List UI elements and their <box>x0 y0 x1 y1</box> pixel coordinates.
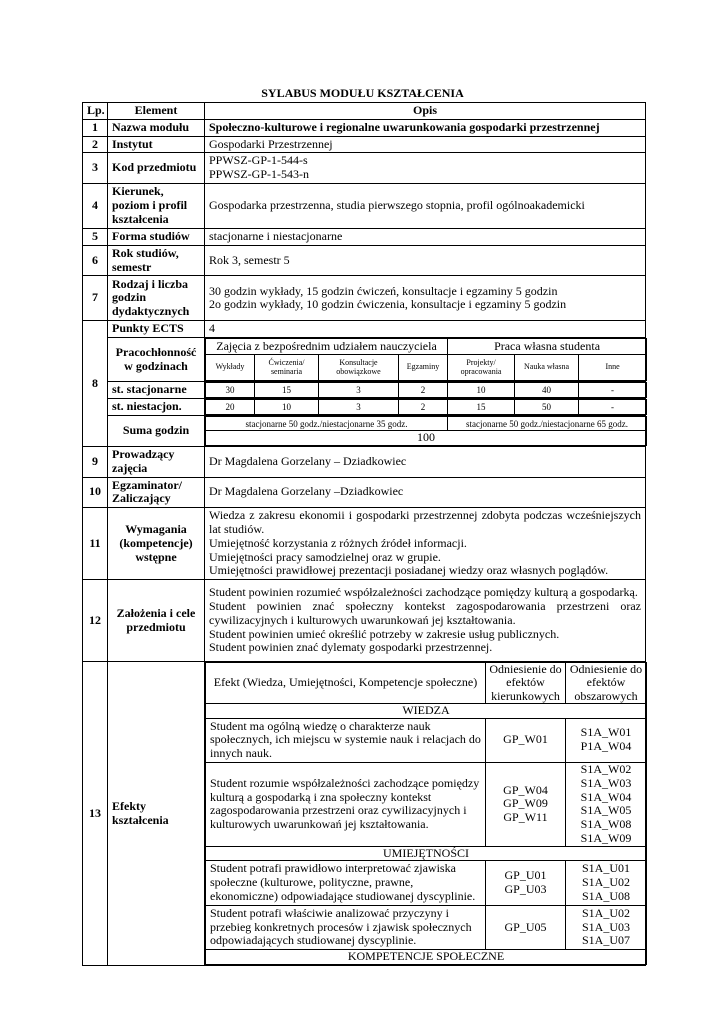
document-title: SYLABUS MODUŁU KSZTAŁCENIA <box>261 86 464 100</box>
row-description: Gospodarka przestrzenna, studia pierwszego stopnia, profil ogólnoakademicki <box>205 183 646 228</box>
hours-value: 2 <box>399 383 448 398</box>
hours-value: 10 <box>448 383 515 398</box>
description-line: 30 godzin wykłady, 15 godzin ćwiczeń, konsultacje i egzaminy 5 godzin <box>209 283 558 298</box>
effects-cell <box>205 662 646 966</box>
hours-value: 2 <box>399 400 448 415</box>
row-description <box>205 153 646 184</box>
effect-text: Student rozumie współzależności zachodzące pomiędzy kulturą a gospodarką i zna społeczny kontekst zagospodarowania przestrzeni oraz cywilizacyjnych i kulturowych uwarunkowań jej kształtowania. <box>206 762 486 846</box>
workload-column: Egzaminy <box>399 355 448 381</box>
row-element: Egzaminator/ Zaliczający <box>108 477 205 508</box>
sum-cell <box>205 416 646 447</box>
effect-obsz <box>566 718 647 762</box>
stac-hours <box>205 382 647 398</box>
description-line: Student powinien umieć określić potrzeby w zakresie usług publicznych. <box>209 626 560 641</box>
header-row <box>83 103 646 120</box>
description-line: Student powinien rozumieć współzależności zachodzące pomiędzy kulturą a gospodarką. <box>209 585 638 600</box>
row-3 <box>83 153 646 184</box>
sum-total: 100 <box>206 431 647 446</box>
row-2 <box>83 136 646 153</box>
header-element: Element <box>108 103 205 120</box>
kier-code: GP_U01 <box>504 868 547 883</box>
effect-kier <box>486 905 566 949</box>
effect-row <box>206 861 647 905</box>
workload-column: Projekty/ opracowania <box>448 355 515 381</box>
effect-kier <box>486 861 566 905</box>
effect-row <box>206 718 647 762</box>
effect-text: Student potrafi prawidłowo interpretować zjawiska społeczne (kulturowe, polityczne, prawne, ekonomiczne) odpowiadające studiowanej dyscyplinie. <box>206 861 486 905</box>
row-9 <box>83 446 646 477</box>
row-description: stacjonarne i niestacjonarne <box>205 228 646 245</box>
section-kompetencje: KOMPETENCJE SPOŁECZNE <box>206 950 647 965</box>
niestac-hours <box>205 399 647 415</box>
hours-value: 10 <box>255 400 319 415</box>
effect-row <box>206 762 647 846</box>
description-line: Wiedza z zakresu ekonomii i gospodarki przestrzennej zdobyta podczas wcześniejszych lat studiów. <box>209 508 641 536</box>
effects-table <box>205 662 647 965</box>
hours-value: 3 <box>319 400 399 415</box>
row-number: 5 <box>83 228 108 245</box>
effects-header: Efekt (Wiedza, Umiejętności, Kompetencje społeczne) <box>206 663 486 704</box>
workload-column: Nauka własna <box>515 355 579 381</box>
obsz-code: S1A_W03 <box>580 775 632 790</box>
sum-table <box>205 416 647 446</box>
workload-column: Konsultacje obowiązkowe <box>319 355 399 381</box>
effect-kier <box>486 718 566 762</box>
sum-self: stacjonarne 50 godz./niestacjonarne 65 godz. <box>448 417 647 431</box>
kier-code: GP_W01 <box>503 732 548 747</box>
group-teacher: Zajęcia z bezpośrednim udziałem nauczyciela <box>206 339 448 355</box>
row-description: Społeczno-kulturowe i regionalne uwarunkowania gospodarki przestrzennej <box>205 119 646 136</box>
obsz-code: S1A_U01 <box>581 861 630 876</box>
row-element: Kod przedmiotu <box>108 153 205 184</box>
description-line: PPWSZ-GP-1-543-n <box>209 167 310 182</box>
description-line: PPWSZ-GP-1-544-s <box>209 153 308 168</box>
row-number: 3 <box>83 153 108 184</box>
effect-row <box>206 905 647 949</box>
hours-value: - <box>579 383 647 398</box>
obsz-code: S1A_W08 <box>580 817 632 832</box>
description-line: Umiejętność korzystania z różnych źródeł informacji. <box>209 535 467 550</box>
row-number: 12 <box>83 580 108 662</box>
row-element: Założenia i cele przedmiotu <box>108 580 205 662</box>
row-description <box>205 580 646 662</box>
hours-value: 20 <box>206 400 255 415</box>
hours-value: 15 <box>255 383 319 398</box>
row-number: 13 <box>83 662 108 966</box>
effect-kier <box>486 762 566 846</box>
obsz-code: S1A_U02 <box>581 875 630 890</box>
hours-value: 15 <box>448 400 515 415</box>
workload-label: Pracochłonność w godzinach <box>108 338 205 382</box>
row-element: Efekty kształcenia <box>108 662 205 966</box>
description-line: Umiejętności prawidłowej prezentacji posiadanej wiedzy oraz własnych poglądów. <box>209 563 609 578</box>
row-description: Rok 3, semestr 5 <box>205 245 646 276</box>
obsz-code: S1A_U02 <box>581 905 630 920</box>
description-line: Student powinien znać dylematy gospodarki przestrzennej. <box>209 640 493 655</box>
obsz-code: P1A_W04 <box>580 739 632 754</box>
row-8-prac <box>83 338 646 382</box>
stac-hours-cell <box>205 382 646 399</box>
row-8-suma <box>83 416 646 447</box>
obsz-code: S1A_U03 <box>581 919 630 934</box>
row-description: Gospodarki Przestrzennej <box>205 136 646 153</box>
row-description: Dr Magdalena Gorzelany – Dziadkowiec <box>205 446 646 477</box>
row-description <box>205 508 646 580</box>
hours-value: 30 <box>206 383 255 398</box>
row-description <box>205 276 646 321</box>
effect-text: Student ma ogólną wiedzę o charakterze nauk społecznych, ich miejscu w systemie nauk i relacjach do innych nauk. <box>206 718 486 762</box>
row-8-stac <box>83 382 646 399</box>
obsz-code: S1A_U07 <box>581 933 630 948</box>
row-5 <box>83 228 646 245</box>
effects-obsz-header: Odniesienie do efektów obszarowych <box>566 663 647 704</box>
section-umiejetnosci: UMIEJĘTNOŚCI <box>206 846 647 861</box>
row-number: 8 <box>83 321 108 447</box>
section-wiedza: WIEDZA <box>206 703 647 718</box>
row-number: 7 <box>83 276 108 321</box>
description-line: Student powinien znać społeczny kontekst zagospodarowania przestrzeni oraz cywilizacyjnych i kulturowych uwarunkowań jej kształtowania. <box>209 598 641 627</box>
kier-code: GP_W09 <box>503 796 548 811</box>
row-number: 6 <box>83 245 108 276</box>
row-11 <box>83 508 646 580</box>
syllabus-table <box>82 102 646 966</box>
kier-code: GP_U03 <box>504 882 547 897</box>
sum-teacher: stacjonarne 50 godz./niestacjonarne 35 godz. <box>206 417 448 431</box>
kier-code: GP_U05 <box>504 919 547 934</box>
workload-column: Wykłady <box>206 355 255 381</box>
workload-column: Ćwiczenia/ seminaria <box>255 355 319 381</box>
effects-kier-header: Odniesienie do efektów kierunkowych <box>486 663 566 704</box>
kier-code: GP_W04 <box>503 782 548 797</box>
row-description: Dr Magdalena Gorzelany –Dziadkowiec <box>205 477 646 508</box>
description-line: Umiejętności pracy samodzielnej oraz w grupie. <box>209 549 441 564</box>
hours-value: 3 <box>319 383 399 398</box>
workload-table <box>205 338 647 381</box>
workload-column: Inne <box>579 355 647 381</box>
row-element: Rodzaj i liczba godzin dydaktycznych <box>108 276 205 321</box>
niestac-label: st. niestacjon. <box>108 399 205 416</box>
row-element: Wymagania (kompetencje) wstępne <box>108 508 205 580</box>
ects-value: 4 <box>205 321 646 338</box>
header-lp: Lp. <box>83 103 108 120</box>
row-element: Kierunek, poziom i profil kształcenia <box>108 183 205 228</box>
row-element: Prowadzący zajęcia <box>108 446 205 477</box>
row-number: 1 <box>83 119 108 136</box>
workload-table-cell <box>205 338 646 382</box>
hours-value: 50 <box>515 400 579 415</box>
row-number: 4 <box>83 183 108 228</box>
ects-label: Punkty ECTS <box>108 321 205 338</box>
row-element: Instytut <box>108 136 205 153</box>
obsz-code: S1A_U08 <box>581 889 630 904</box>
row-4 <box>83 183 646 228</box>
effect-text: Student potrafi właściwie analizować przyczyny i przebieg konkretnych procesów i zjawisk społecznych odpowiadających studiowanej dyscyplinie. <box>206 905 486 949</box>
row-1 <box>83 119 646 136</box>
row-number: 10 <box>83 477 108 508</box>
row-8-niestac <box>83 399 646 416</box>
obsz-code: S1A_W04 <box>580 789 632 804</box>
effect-obsz <box>566 861 647 905</box>
row-13 <box>83 662 646 966</box>
row-element: Forma studiów <box>108 228 205 245</box>
row-element: Rok studiów, semestr <box>108 245 205 276</box>
row-element: Nazwa modułu <box>108 119 205 136</box>
obsz-code: S1A_W02 <box>580 761 632 776</box>
row-7 <box>83 276 646 321</box>
sum-label: Suma godzin <box>108 416 205 447</box>
description-line: 2o godzin wykłady, 10 godzin ćwiczenia, konsultacje i egzaminy 5 godzin <box>209 297 567 312</box>
kier-code: GP_W11 <box>503 810 548 825</box>
obsz-code: S1A_W01 <box>580 725 632 740</box>
stac-label: st. stacjonarne <box>108 382 205 399</box>
effect-obsz <box>566 905 647 949</box>
row-12 <box>83 580 646 662</box>
row-number: 9 <box>83 446 108 477</box>
row-number: 11 <box>83 508 108 580</box>
row-number: 2 <box>83 136 108 153</box>
obsz-code: S1A_W05 <box>580 803 632 818</box>
row-8-ects <box>83 321 646 338</box>
obsz-code: S1A_W09 <box>580 830 632 845</box>
row-10 <box>83 477 646 508</box>
effect-obsz <box>566 762 647 846</box>
hours-value: 40 <box>515 383 579 398</box>
header-opis: Opis <box>205 103 646 120</box>
niestac-hours-cell <box>205 399 646 416</box>
row-6 <box>83 245 646 276</box>
group-self: Praca własna studenta <box>448 339 647 355</box>
hours-value: - <box>579 400 647 415</box>
